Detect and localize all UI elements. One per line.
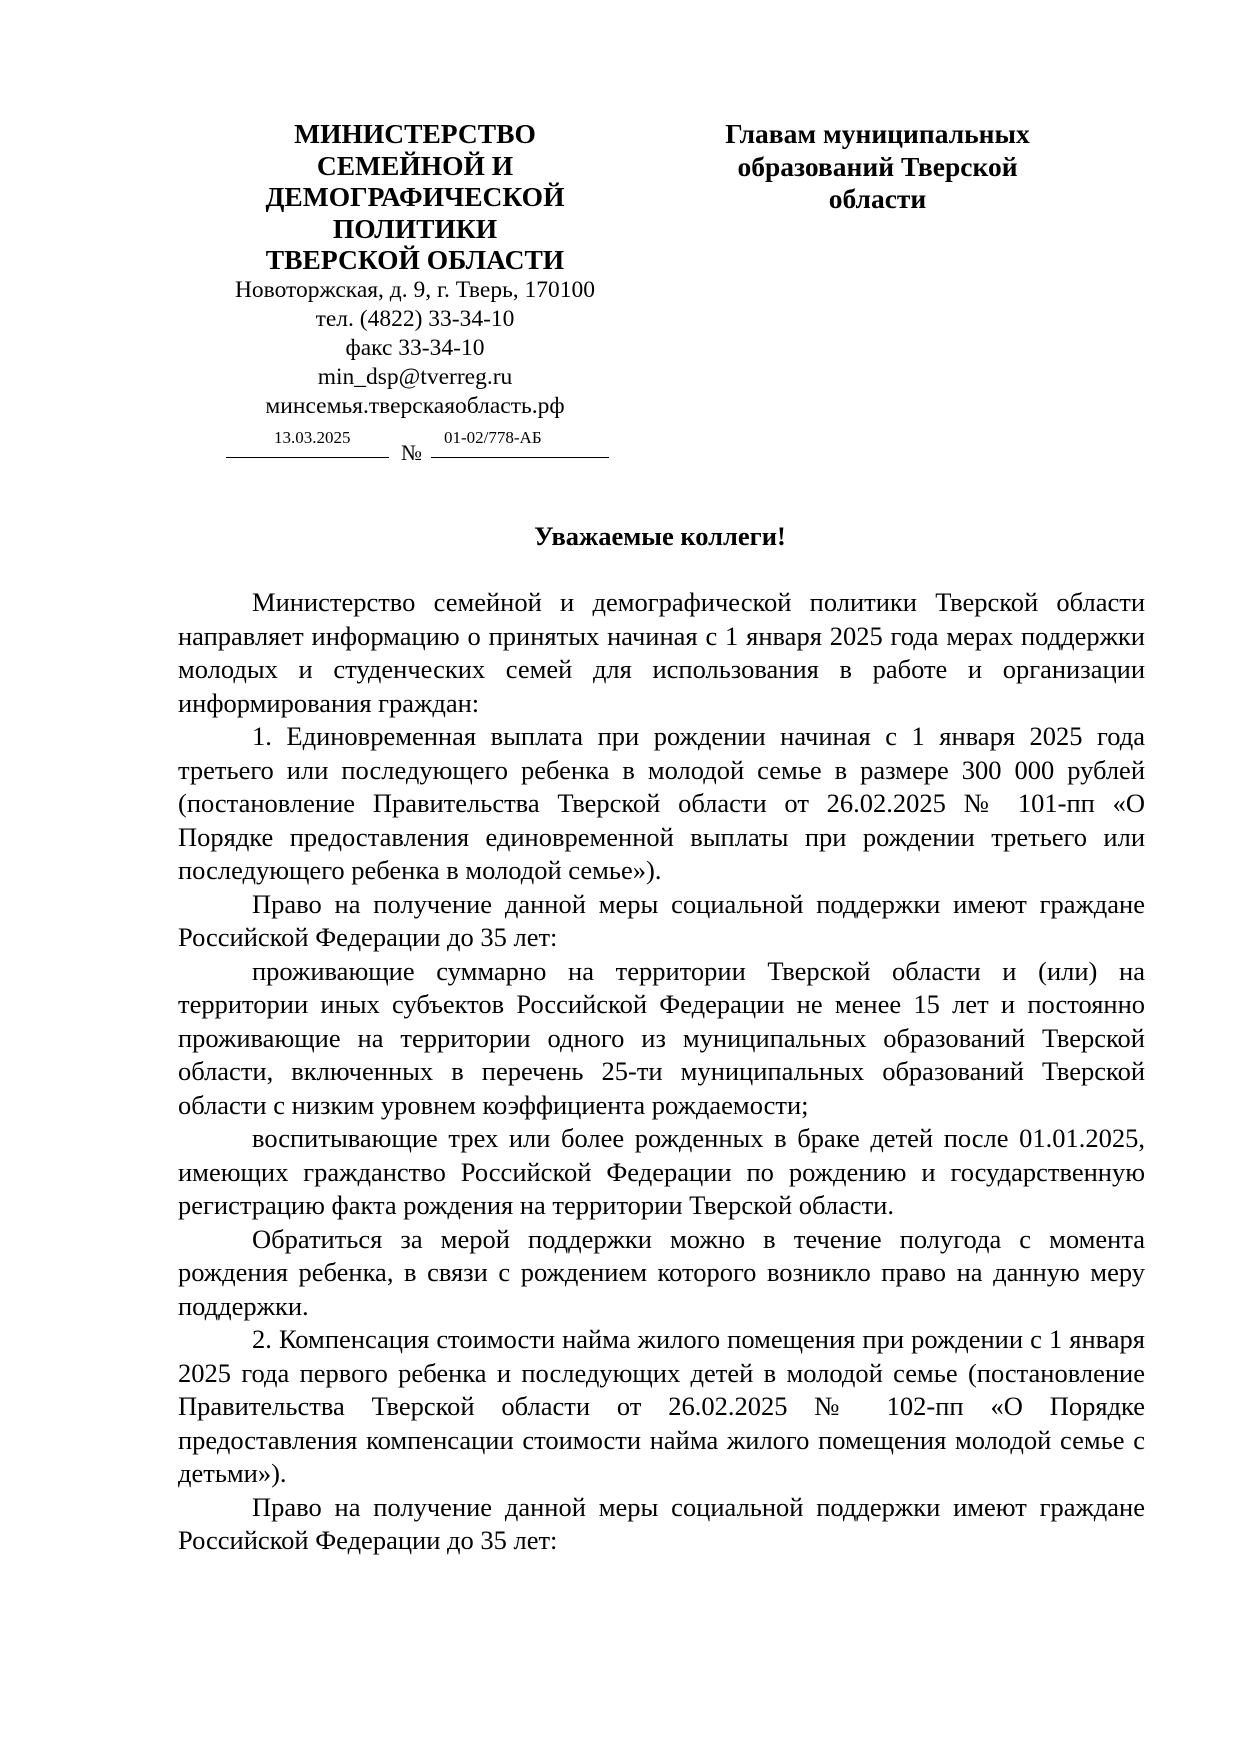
ministry-website: минсемья.тверскаяобласть.рф bbox=[265, 392, 565, 419]
registration-number: 01-02/778-АБ bbox=[444, 428, 542, 447]
ministry-fax: факс 33-34-10 bbox=[345, 334, 485, 361]
body-paragraph: воспитывающие трех или более рожденных в браке детей после 01.01.2025, имеющих гражданство Российской Федерации по рождению и государственную регистрацию факта рождения на территории Тверской области. bbox=[178, 1123, 1145, 1220]
body-paragraph: 2. Компенсация стоимости найма жилого помещения при рождении с 1 января 2025 года первого ребенка и последующих детей в молодой семье (постановление Правительства Тверской области от 26.02.2025 № 102-пп «О Порядке предоставления компенсации стоимости найма жилого помещения молодой семье с детьми»). bbox=[178, 1324, 1145, 1488]
number-underline bbox=[431, 457, 609, 458]
recipient-line: образований Тверской bbox=[737, 150, 1018, 182]
ministry-address: Новоторжская, д. 9, г. Тверь, 170100 bbox=[234, 276, 596, 303]
ministry-email: min_dsp@tverreg.ru bbox=[317, 363, 513, 390]
body-paragraph: Право на получение данной меры социальной поддержки имеют граждане Российской Федерации до 35 лет: bbox=[178, 888, 1145, 952]
recipient-block bbox=[690, 118, 1065, 216]
recipient-line: Главам муниципальных bbox=[725, 118, 1030, 149]
recipient-line: области bbox=[828, 183, 927, 214]
registration-date: 13.03.2025 bbox=[274, 428, 351, 447]
body-paragraph: 1. Единовременная выплата при рождении начиная с 1 января 2025 года третьего или последующего ребенка в молодой семье в размере 300 000 рублей (постановление Правительства Тверской области от 26.02.2025 № 101-пп «О Порядке предоставления единовременной выплаты при рождении третьего или последующего ребенка в молодой семье»). bbox=[178, 721, 1145, 885]
greeting: Уважаемые коллеги! bbox=[534, 521, 786, 551]
body-paragraph: проживающие суммарно на территории Тверской области и (или) на территории иных субъектов Российской Федерации не менее 15 лет и постоянно проживающие на территории одного из муниципальных образований Тверской области, включенных в перечень 25-ти муниципальных образований Тверской области с низким уровнем коэффициента рождаемости; bbox=[178, 955, 1145, 1120]
ministry-name-line: ПОЛИТИКИ bbox=[332, 212, 498, 244]
registration-block bbox=[226, 428, 611, 468]
body-paragraph: Право на получение данной меры социальной поддержки имеют граждане Российской Федерации до 35 лет: bbox=[178, 1491, 1145, 1555]
body-paragraph: Обратиться за мерой поддержки можно в течение полугода с момента рождения ребенка, в связи с рождением которого возникло право на данную меру поддержки. bbox=[178, 1223, 1145, 1321]
letter-body bbox=[178, 586, 1145, 1558]
ministry-name-line: ТВЕРСКОЙ ОБЛАСТИ bbox=[265, 244, 565, 275]
number-sign: № bbox=[401, 440, 422, 465]
letterhead bbox=[205, 118, 625, 421]
ministry-name-line: СЕМЕЙНОЙ И bbox=[316, 149, 514, 181]
date-underline bbox=[226, 457, 389, 458]
ministry-name-line: ДЕМОГРАФИЧЕСКОЙ bbox=[265, 181, 565, 212]
ministry-name-line: МИНИСТЕРСТВО bbox=[294, 118, 536, 149]
body-paragraph: Министерство семейной и демографической политики Тверской области направляет информацию о принятых начиная с 1 января 2025 года мерах поддержки молодых и студенческих семей для использования в работе и организации информирования граждан: bbox=[178, 587, 1145, 718]
ministry-phone: тел. (4822) 33-34-10 bbox=[315, 305, 515, 332]
